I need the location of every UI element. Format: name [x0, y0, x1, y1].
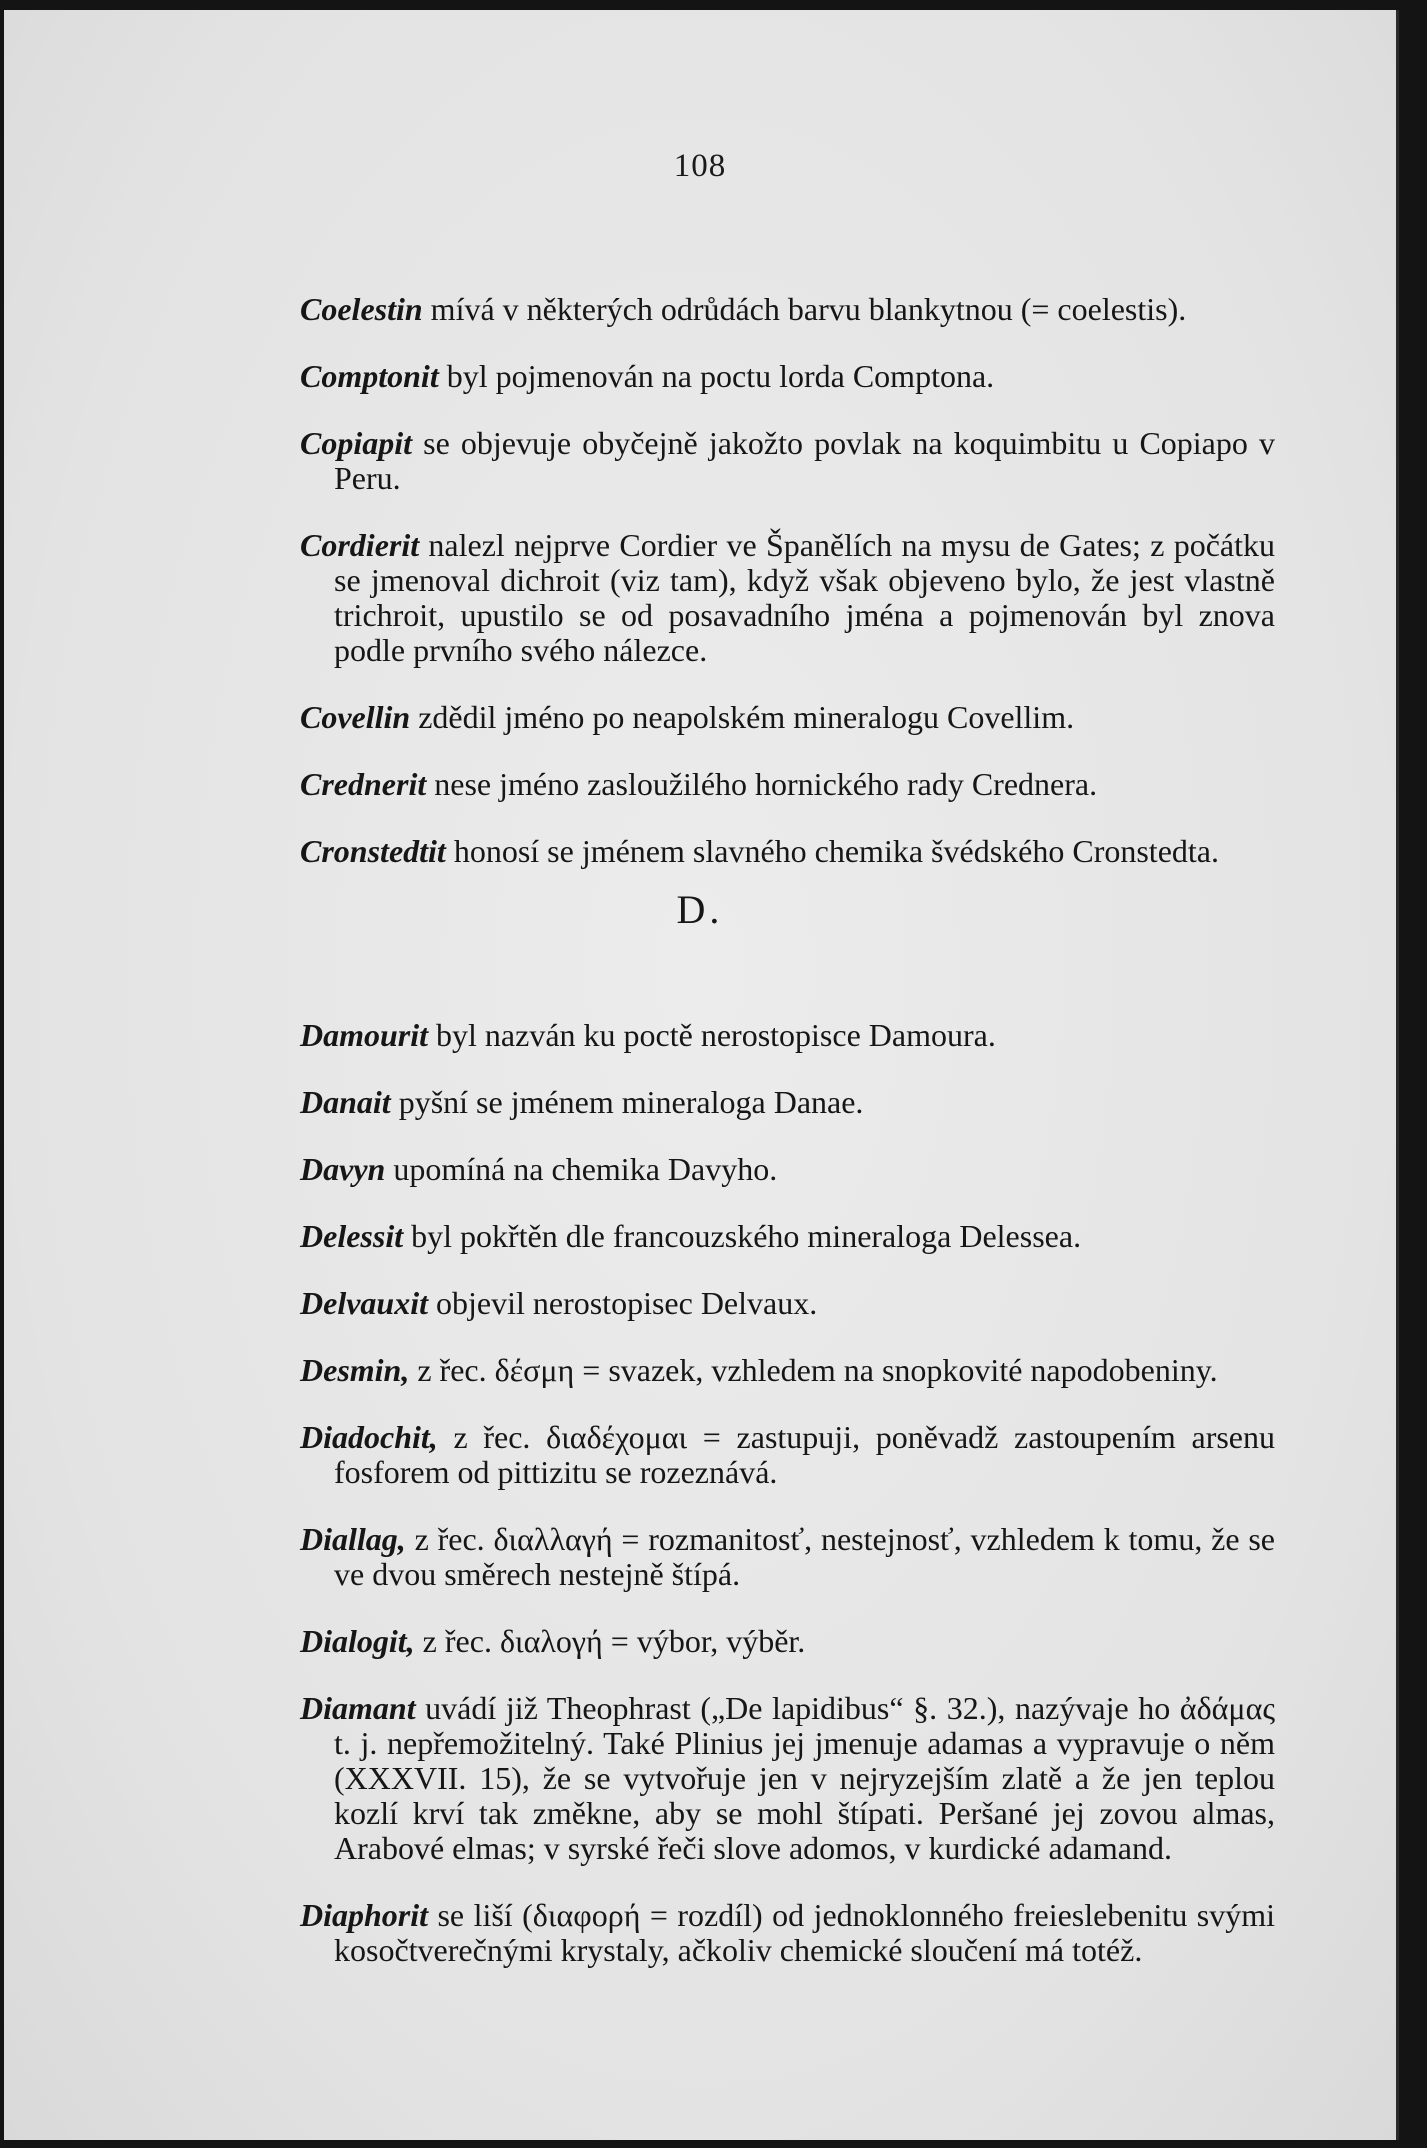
entry [300, 1522, 1275, 1592]
entry-text: se liší (διαφορή = rozdíl) od jednoklonného freieslebenitu svými kosočtverečnými krystaly, ačkoliv chemické sloučení má totéž. [334, 1897, 1275, 1968]
page-number: 108 [673, 148, 727, 184]
entry-term: Diamant [300, 1690, 416, 1726]
entry [300, 1018, 1275, 1053]
entry-term: Danait [300, 1084, 391, 1120]
entry [300, 834, 1275, 869]
entry-text: byl pojmenován na poctu lorda Comptona. [438, 358, 995, 394]
entry-term: Dialogit, [300, 1623, 415, 1659]
entry-text: z řec. δέσμη = svazek, vzhledem na snopkovité napodobeniny. [409, 1352, 1218, 1388]
entry-text: z řec. διαλλαγή = rozmanitosť, nestejnosť, vzhledem k tomu, že se ve dvou směrech nestejně štípá. [334, 1521, 1275, 1592]
entry-term: Diallag, [300, 1521, 406, 1557]
entry-term: Copiapit [300, 425, 413, 461]
entry-term: Delvauxit [300, 1285, 428, 1321]
section-heading: D. [676, 887, 724, 932]
entry-text: honosí se jménem slavného chemika švédského Cronstedta. [445, 833, 1219, 869]
entry [300, 1691, 1275, 1866]
entry-term: Damourit [300, 1017, 429, 1053]
book-page [4, 10, 1399, 2140]
entry-term: Davyn [300, 1151, 386, 1187]
entry [300, 700, 1275, 735]
entry [300, 1353, 1275, 1388]
entry-term: Covellin [300, 699, 411, 735]
entry-term: Comptonit [300, 358, 439, 394]
entry-text: pyšní se jménem mineraloga Danae. [390, 1084, 864, 1120]
entry-term: Coelestin [300, 291, 423, 327]
entry-term: Desmin, [300, 1352, 410, 1388]
entry [300, 359, 1275, 394]
entry-text: uvádí již Theophrast („De lapidibus“ §. 32.), nazývaje ho ἀδάμας t. j. nepřemožitelný. Také Plinius jej jmenuje adamas a vypravuje o něm (XXXVII. 15), že se vytvořuje jen v nejryzejším zlatě a že jen teplou kozlí krví tak změkne, aby se mohl štípati. Peršané jej zovou almas, Arabové elmas; v syrské řeči slove adomos, v kurdické adamand. [334, 1690, 1275, 1866]
entry-text: objevil nerostopisec Delvaux. [427, 1285, 818, 1321]
entry-text: z řec. διαδέχομαι = zastupuji, poněvadž zastoupením arsenu fosforem od pittizitu se rozeznává. [334, 1419, 1275, 1490]
entry-term: Crednerit [300, 766, 427, 802]
entry-text: nalezl nejprve Cordier ve Španělích na mysu de Gates; z počátku se jmenoval dichroit (viz tam), když však objeveno bylo, že jest vlastně trichroit, upustilo se od posavadního jména a pojmenován byl znova podle prvního svého nálezce. [334, 527, 1275, 668]
entries-d [300, 986, 1275, 1978]
entry [300, 767, 1275, 802]
entry-term: Diadochit, [300, 1419, 438, 1455]
entry [300, 1286, 1275, 1321]
entry-text: nese jméno zasloužilého hornického rady Crednera. [426, 766, 1098, 802]
entry-text: z řec. διαλογή = výbor, výběr. [414, 1623, 806, 1659]
entry [300, 1624, 1275, 1659]
entry-term: Cordierit [300, 527, 420, 563]
entry [300, 426, 1275, 496]
entry-term: Diaphorit [300, 1897, 429, 1933]
entry [300, 292, 1275, 327]
entry-term: Cronstedtit [300, 833, 446, 869]
entry-term: Delessit [300, 1218, 404, 1254]
entry [300, 1898, 1275, 1968]
entry-text: upomíná na chemika Davyho. [385, 1151, 778, 1187]
entry-text: zdědil jméno po neapolském mineralogu Covellim. [410, 699, 1075, 735]
entries-c [300, 260, 1275, 879]
entry [300, 1420, 1275, 1490]
entry [300, 528, 1275, 668]
entry-text: byl pokřtěn dle francouzského mineraloga Delessea. [403, 1218, 1082, 1254]
entry-text: se objevuje obyčejně jakožto povlak na koquimbitu u Copiapo v Peru. [334, 425, 1275, 496]
entry-text: byl nazván ku poctě nerostopisce Damoura. [428, 1017, 996, 1053]
entry-text: mívá v některých odrůdách barvu blankytnou (= coelestis). [422, 291, 1187, 327]
entry [300, 1152, 1275, 1187]
entry [300, 1219, 1275, 1254]
entry [300, 1085, 1275, 1120]
